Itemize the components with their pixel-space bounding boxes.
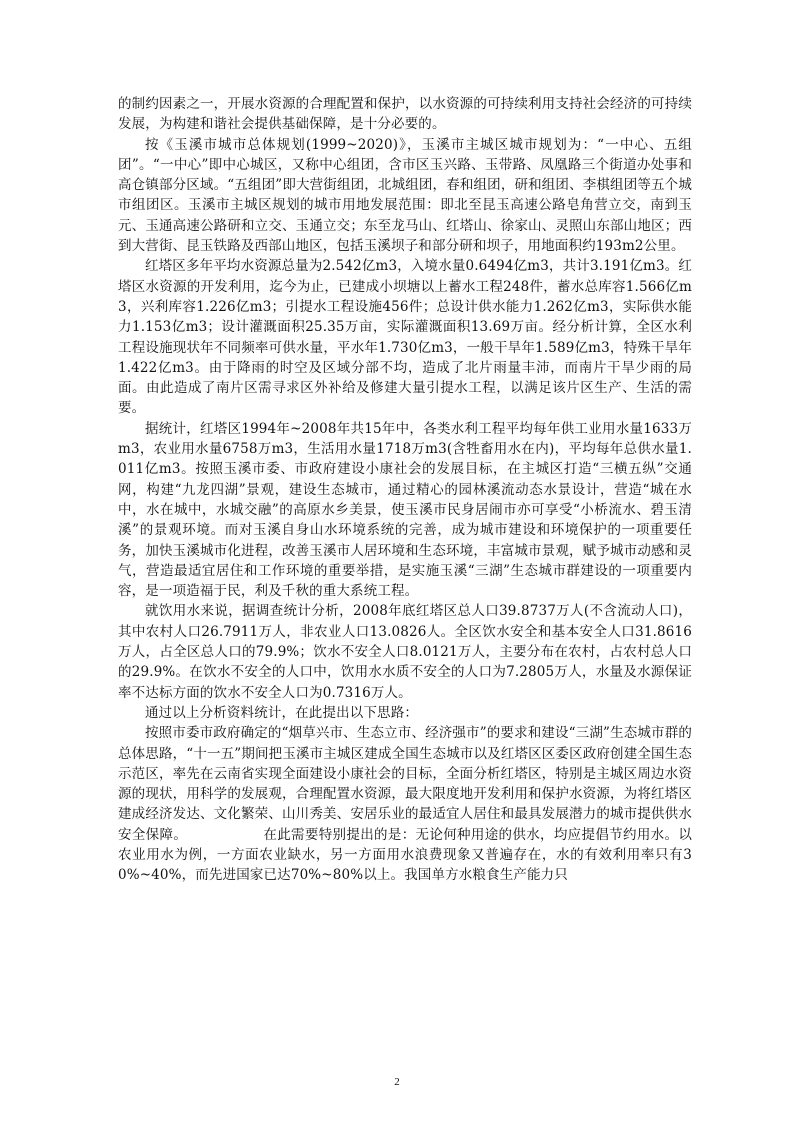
paragraph-5: 就饮用水来说，据调查统计分析，2008年底红塔区总人口39.8737万人(不含流动人口)，其中农村人口26.7911万人，非农业人口13.0826人。全区饮水安全和基本安全人口31.8616万人，占全区总人口的79.9%；饮水不安全人口8.0121万人，主要分布在农村，占农村总人口的29.9%。在饮水不安全的人口中，饮用水水质不安全的人口为7.2805万人，水量及水源保证率不达标方面的饮水不安全人口为0.7316万人。 — [118, 603, 692, 701]
paragraph-3: 红塔区多年平均水资源总量为2.542亿m3，入境水量0.6494亿m3，共计3.191亿m3。红塔区水资源的开发利用，迄今为止，已建成小坝塘以上蓄水工程248件，蓄水总库容1.566亿m3，兴利库容1.226亿m3；引提水工程设施456件；总设计供水能力1.262亿m3，实际供水能力1.153亿m3；设计灌溉面积25.35万亩，实际灌溉面积13.69万亩。经分析计算，全区水利工程设施现状年不同频率可供水量，平水年1.730亿m3，一般干旱年1.589亿m3，特殊干旱年1.422亿m3。由于降雨的时空及区域分部不均，造成了北片雨量丰沛，而南片干旱少雨的局面。由此造成了南片区需寻求区外补给及修建大量引提水工程，以满足该片区生产、生活的需要。 — [118, 258, 692, 417]
paragraph-1: 的制约因素之一，开展水资源的合理配置和保护，以水资源的可持续利用支持社会经济的可持续发展，为构建和谐社会提供基础保障，是十分必要的。 — [118, 96, 692, 133]
page-number: 2 — [394, 1076, 400, 1088]
body-text — [118, 94, 692, 886]
paragraph-7: 按照市委市政府确定的“烟草兴市、生态立市、经济强市”的要求和建设“三湖”生态城市群的总体思路，“十一五”期间把玉溪市主城区建成全国生态城市以及红塔区区委区政府创建全国生态示范区，率先在云南省实现全面建设小康社会的目标，全面分析红塔区，特别是主城区周边水资源的现状，用科学的发展观，合理配置水资源，最大限度地开发利用和保护水资源，为将红塔区建成经济发达、文化繁荣、山川秀美、安居乐业的最适宜人居住和最具发展潜力的城市提供供水安全保障。 在此需要特别提出的是：无论何种用途的供水，均应提倡节约用水。以农业用水为例，一方面农业缺水，另一方面用水浪费现象又普遍存在，水的有效利用率只有30%~40%，而先进国家已达70%~80%以上。我国单方水粮食生产能力只 — [118, 725, 692, 884]
paragraph-4: 据统计，红塔区1994年~2008年共15年中，各类水利工程平均每年供工业用水量1633万m3，农业用水量6758万m3，生活用水量1718万m3(含牲畜用水在内)，平均每年总供水量1.011亿m3。按照玉溪市委、市政府建设小康社会的发展目标，在主城区打造“三横五纵”交通网，构建“九龙四湖”景观，建设生态城市，通过精心的园林溪流动态水景设计，营造“城在水中，水在城中，水城交融”的高原水乡美景，使玉溪市民身居闹市亦可享受“小桥流水、碧玉清溪”的景观环境。而对玉溪自身山水环境系统的完善，成为城市建设和环境保护的一项重要任务，加快玉溪城市化进程，改善玉溪市人居环境和生态环境，丰富城市景观，赋予城市动感和灵气，营造最适宜居住和工作环境的重要举措，是实施玉溪“三湖”生态城市群建设的一项重要内容，是一项造福于民，利及千秋的重大系统工程。 — [118, 420, 692, 600]
paragraph-2: 按《玉溪市城市总体规划(1999~2020)》，玉溪市主城区城市规划为：“一中心、五组团”。“一中心”即中心城区，又称中心组团，含市区玉兴路、玉带路、凤凰路三个街道办处事和高仓镇部分区域。“五组团”即大营街组团，北城组团，春和组团，研和组团、李棋组团等五个城市组团区。玉溪市主城区规划的城市用地发展范围：即北至昆玉高速公路皂角营立交，南到玉元、玉通高速公路研和立交、玉通立交；东至龙马山、红塔山、徐家山、灵照山东部山地区；西到大营街、昆玉铁路及西部山地区，包括玉溪坝子和部分研和坝子，用地面积约193m2公里。 — [118, 136, 692, 255]
paragraph-6: 通过以上分析资料统计，在此提出以下思路： — [145, 704, 418, 721]
